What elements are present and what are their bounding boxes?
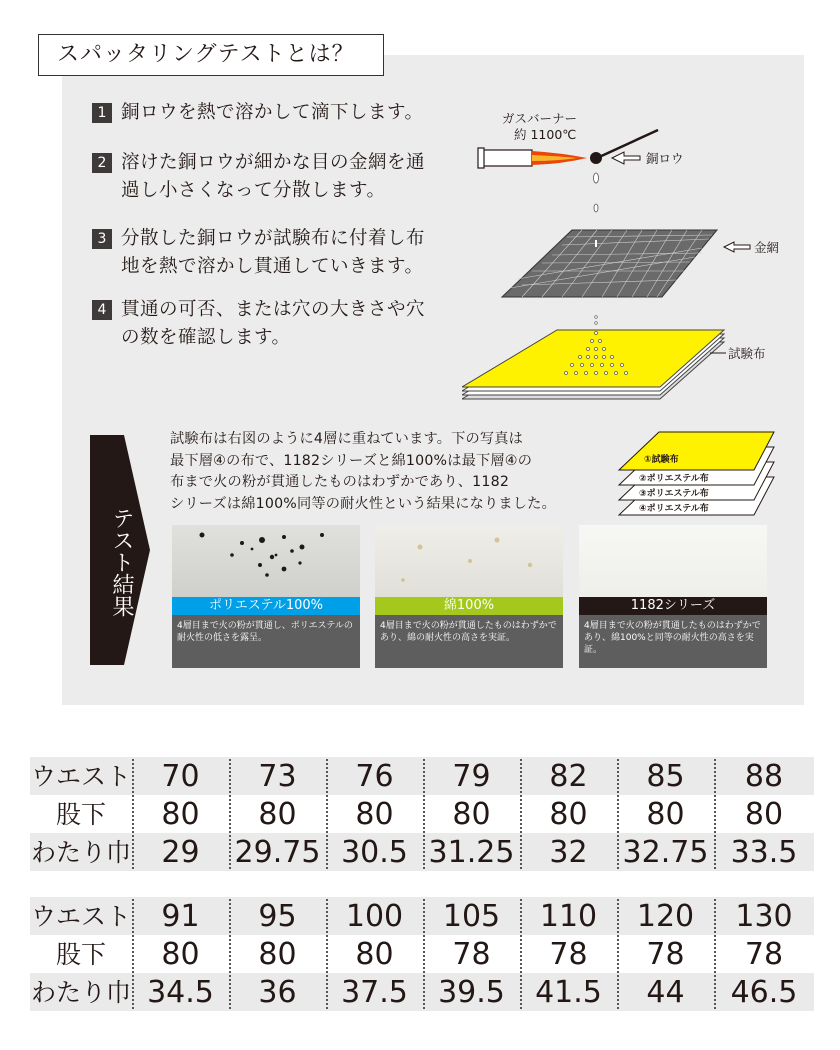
column-divider <box>520 759 522 869</box>
photo-caption: ポリエステル100% <box>172 597 360 615</box>
row-label: 股下 <box>55 940 106 969</box>
size-cell: 85 <box>646 759 685 794</box>
step-text: 分散した銅ロウが試験布に付着し布 <box>121 228 426 249</box>
burner-cap <box>478 148 484 168</box>
size-cell: 39.5 <box>438 975 505 1010</box>
column-divider <box>132 899 134 1009</box>
size-row-thigh <box>30 973 814 1011</box>
step-number: 3 <box>92 229 112 249</box>
braze-label: 銅ロウ <box>646 151 684 166</box>
step-text: 溶けた銅ロウが細かな目の金網を通 <box>121 152 426 173</box>
column-divider <box>617 759 619 869</box>
result-description <box>170 429 618 515</box>
row-label: わたり巾 <box>30 978 131 1007</box>
layer-2-label: ②ポリエステル布 <box>639 474 709 484</box>
size-cell: 105 <box>442 899 501 934</box>
size-cell: 80 <box>744 797 784 832</box>
test-result-text: テスト結果 <box>109 507 134 617</box>
burner-label: ガスバーナー <box>502 111 578 126</box>
size-cell: 120 <box>636 899 695 934</box>
series-1182-sample-image <box>579 525 767 597</box>
photo-polyester <box>172 525 360 668</box>
section-title: スパッタリングテストとは？ <box>38 34 384 76</box>
test-cloth-icon <box>462 316 724 399</box>
column-divider <box>520 899 522 1009</box>
layer-3-label: ③ポリエステル布 <box>639 489 709 499</box>
step-3 <box>92 225 442 281</box>
photo-description: 4層目まで火の粉が貫通したものはわずかであり、綿100%と同等の耐火性の高さを実証。 <box>579 615 767 668</box>
size-cell: 80 <box>355 937 394 972</box>
size-cell: 37.5 <box>341 975 408 1010</box>
size-cell: 80 <box>355 797 394 832</box>
size-cell: 110 <box>539 899 598 934</box>
burner-temp-label: 約 1100℃ <box>514 127 577 142</box>
size-cell: 78 <box>646 937 685 972</box>
step-text: 過し小さくなって分散します。 <box>121 180 386 201</box>
row-label: ウエスト <box>30 902 131 931</box>
size-cell: 32.75 <box>622 835 709 870</box>
size-cell: 80 <box>258 797 297 832</box>
column-divider <box>617 899 619 1009</box>
size-cell: 73 <box>258 759 297 794</box>
cloth-label: 試験布 <box>728 346 766 361</box>
droplet-icon <box>594 173 599 183</box>
size-row-waist <box>30 897 814 935</box>
size-cell: 80 <box>646 797 685 832</box>
droplet-icon <box>594 204 598 212</box>
column-divider <box>229 899 231 1009</box>
photo-caption: 綿100% <box>375 597 563 615</box>
size-cell: 78 <box>744 937 784 972</box>
polyester-sample-image <box>172 525 360 597</box>
braze-ball <box>590 152 602 164</box>
size-cell: 30.5 <box>341 835 408 870</box>
size-cell: 130 <box>735 899 793 934</box>
column-divider <box>132 759 134 869</box>
step-text: 地を熱で溶かし貫通していきます。 <box>121 256 424 277</box>
column-divider <box>326 899 328 1009</box>
photo-description: 4層目まで火の粉が貫通し、ポリエステルの耐火性の低さを露呈。 <box>172 615 360 668</box>
size-cell: 34.5 <box>147 975 214 1010</box>
explanation-panel <box>62 55 804 705</box>
size-cell: 29 <box>161 835 200 870</box>
size-row-inseam <box>30 935 814 973</box>
size-cell: 46.5 <box>730 975 798 1010</box>
layer-stack-diagram <box>614 415 804 535</box>
row-label: わたり巾 <box>30 838 131 867</box>
photo-cotton <box>375 525 563 668</box>
column-divider <box>326 759 328 869</box>
step-4 <box>92 296 442 352</box>
column-divider <box>714 759 716 869</box>
result-line: 試験布は右図のように4層に重ねています。下の写真は <box>170 431 524 447</box>
result-line: 最下層④の布で、1182シリーズと綿100%は最下層④の <box>170 452 533 469</box>
step-text: 貫通の可否、または穴の大きさや穴 <box>121 299 426 320</box>
size-cell: 29.75 <box>234 835 321 870</box>
sputtering-diagram <box>462 95 792 405</box>
step-1 <box>92 99 442 127</box>
column-divider <box>423 759 425 869</box>
photo-description: 4層目まで火の粉が貫通したものはわずかであり、綿の耐火性の高さを実証。 <box>375 615 563 668</box>
size-cell: 80 <box>452 797 491 832</box>
size-cell: 80 <box>161 797 200 832</box>
step-text: の数を確認します。 <box>121 327 291 348</box>
arrow-icon <box>612 152 640 164</box>
step-text: 銅ロウを熱で溶かして滴下します。 <box>121 102 424 123</box>
size-cell: 80 <box>549 797 588 832</box>
size-cell: 41.5 <box>535 975 602 1010</box>
size-cell: 82 <box>549 759 588 794</box>
step-number: 2 <box>92 153 112 173</box>
size-cell: 33.5 <box>730 835 798 870</box>
column-divider <box>714 899 716 1009</box>
size-cell: 78 <box>452 937 491 972</box>
column-divider <box>423 899 425 1009</box>
arrow-icon <box>724 242 750 252</box>
column-divider <box>229 759 231 869</box>
size-cell: 88 <box>744 759 784 794</box>
step-number: 4 <box>92 300 112 320</box>
size-cell: 100 <box>345 899 404 934</box>
size-cell: 79 <box>452 759 491 794</box>
row-label: ウエスト <box>30 762 131 791</box>
size-cell: 91 <box>161 899 200 934</box>
size-cell: 80 <box>258 937 297 972</box>
size-cell: 32 <box>549 835 588 870</box>
test-result-label <box>90 435 150 665</box>
size-row-thigh <box>30 833 814 871</box>
size-cell: 31.25 <box>428 835 515 870</box>
step-number: 1 <box>92 103 112 123</box>
result-line: 布まで火の粉が貫通したものはわずかであり、1182 <box>170 474 510 490</box>
step-2 <box>92 149 442 205</box>
layer-4-label: ④ポリエステル布 <box>639 504 709 514</box>
mesh-icon <box>502 230 717 297</box>
size-cell: 70 <box>161 759 200 794</box>
size-cell: 76 <box>355 759 394 794</box>
photo-1182-series <box>579 525 767 668</box>
photo-caption: 1182シリーズ <box>579 597 767 615</box>
result-line: シリーズは綿100%同等の耐火性という結果になりました。 <box>170 495 556 512</box>
size-cell: 44 <box>646 975 685 1010</box>
size-cell: 95 <box>258 899 297 934</box>
mesh-label: 金網 <box>754 240 780 255</box>
layer-1-label: ①試験布 <box>644 455 679 465</box>
size-cell: 78 <box>549 937 588 972</box>
row-label: 股下 <box>55 800 106 829</box>
size-row-inseam <box>30 795 814 833</box>
cotton-sample-image <box>375 525 563 597</box>
size-cell: 36 <box>258 975 297 1010</box>
size-row-waist <box>30 757 814 795</box>
burner-icon <box>482 150 532 166</box>
size-cell: 80 <box>161 937 200 972</box>
